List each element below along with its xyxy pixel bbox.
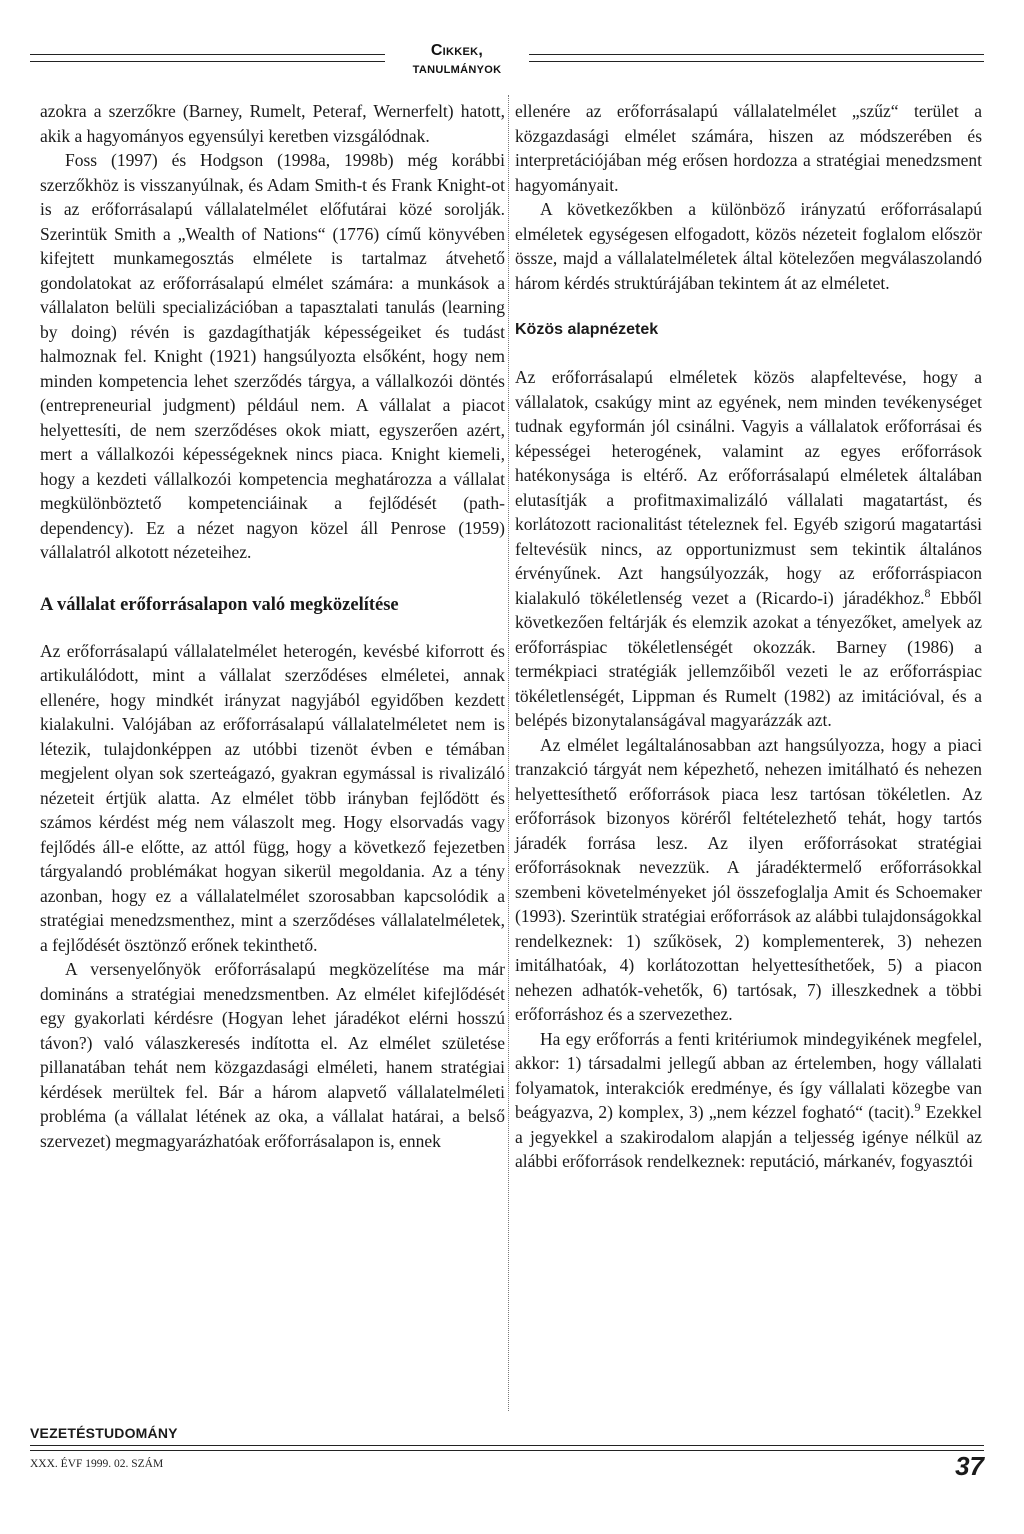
issue-info: XXX. ÉVF 1999. 02. SZÁM — [30, 1458, 164, 1470]
paragraph-text: Az erőforrásalapú elméletek közös alapfeltevése, hogy a vállalatok, csakúgy mint az egyének, nem minden tevékenységet tudnak egyformán jól csinálni. Vagyis a vállalatok erőforrásai és képességei heterogének, valamint az egyes erőforrások hatékonysága is eltérő. Az erőforrásalapú elméletek általában elutasítják a profitmaximalizáló vállalati magatartást, és korlátozott racionalitást tételeznek fel. Egyéb szigorú magatartási feltevésük nincs, az opportunizmust sem tekintik általános érvényűnek. Azt hangsúlyozzák, hogy az erőforráspiacon kialakuló tökéletlenség vezet a (Ricardo-i) járadékhoz. — [515, 367, 982, 608]
paragraph — [515, 1027, 982, 1174]
journal-name: VEZETÉSTUDOMÁNY — [30, 1425, 178, 1441]
paragraph-text: Ezekkel a jegyekkel a szakirodalom alapján a teljesség igénye nélkül az alábbi erőforrások rendelkeznek: reputáció, márkanév, fogyasztói — [515, 1102, 983, 1171]
page-footer — [30, 1425, 984, 1505]
paragraph: Foss (1997) és Hodgson (1998a, 1998b) még korábbi szerzőkhöz is visszanyúlnak, és Adam Smith-t és Frank Knight-ot is az erőforrásalapú vállalatelmélet előfutárai közé sorolják. Szerintük Smith a „Wealth of Nations“ (1776) című könyvében kifejtett munkamegosztás elmélete is tartalmaz átvehető gondolatokat az erőforrásalapú elmélet számára: a munkások a vállalaton belüli specializációban a tapasztalati tanulás (learning by doing) révén is gazdagíthatják képességeiket és tudást halmoznak fel. Knight (1921) hangsúlyozta elsőként, hogy nem minden kompetencia lehet szerződés tárgya, a vállalkozói döntés (entrepreneurial judgment) például nem. A vállalat a piacot helyettesíti, de nem szerződéses okok miatt, egyszerően azért, mert a vállalkozói képességeknek nincs piaca. Knight kiemeli, hogy a kezdeti vállalkozói kompetencia meghatározza a vállalat megkülönböztető kompetenciáinak a fejlődését (path-dependency). Ez a nézet nagyon közel áll Penrose (1959) vállalatról alkotott nézeteihez. — [40, 150, 505, 562]
left-column — [40, 99, 505, 1153]
subsection-heading: Közös alapnézetek — [515, 321, 659, 338]
footnote-ref-8: 8 — [924, 585, 931, 600]
section-heading: A vállalat erőforrásalapon való megközelítése — [40, 594, 399, 615]
header-rule-right — [529, 54, 984, 62]
paragraph: azokra a szerzőkre (Barney, Rumelt, Peteraf, Wernerfelt) hatott, akik a hagyományos egyensúlyi keretben vizsgálódnak. — [40, 101, 505, 146]
column-separator — [508, 95, 509, 1411]
paragraph — [515, 365, 982, 733]
right-column — [515, 99, 982, 1174]
paragraph-text: Ebből következően feltárják és elemzik azokat a tényezőket, amelyek az erőforráspiac tökéletlenségét okozzák. Barney (1986) a termékpiaci stratégiák jellemzőiből vezeti le az erőforráspiac tökéletlenségét, Lippman és Rumelt (1982) az imitációval, és a belépés bizonytalanságával magyarázzák azt. — [515, 587, 982, 730]
paragraph: A következőkben a különböző irányzatú erőforrásalapú elméletek egységesen elfogadott, közös nézeteit foglalom először össze, majd a vállalatelméletek által kötelezően megválaszolandó három kérdés struktúrájában tekintem át az elméletet. — [515, 199, 982, 293]
page-number: 37 — [955, 1451, 984, 1481]
footer-rule — [30, 1445, 984, 1451]
paragraph: Az erőforrásalapú vállalatelmélet heterogén, kevésbé kiforrott és artikulálódott, mint a vállalat szerződéses elméletei, annak ellenére, hogy mindkét irányzat nagyjából egyidőben kezdett kialakulni. Valójában az erőforrásalapú vállalatelméletet nem is létezik, tulajdonképpen az utóbbi tizenöt évben e témában megjelent olyan sok szerteágazó, gyakran egymással is rivalizáló nézeteit értjük alatta. Az elmélet több irányban fejlődött és számos kérdést még nem válaszolt meg. Hogy elsorvadás vagy fejlődés áll-e előtte, az attól függ, hogy a következő fejezetben tárgyalandó problémákat hogyan sikerül megoldania. Az a tény azonban, hogy ez a vállalatelmélet szorosabban kapcsolódik a stratégiai menedzsmenthez, mint a szerződéses vállalatelméletek, a fejlődését ösztönző erőnek tekinthető. — [40, 640, 505, 955]
paragraph-text: Ha egy erőforrás a fenti kritériumok mindegyikének megfelel, akkor: 1) társadalmi jellegű abban az értelemben, hogy vállalati folyamatok, interakciók eredménye, és így vállalati közegbe van beágyazva, 2) komplex, 3) „nem kézzel fogható“ (tacit). — [515, 1028, 982, 1122]
paragraph: Az elmélet legáltalánosabban azt hangsúlyozza, hogy a piaci tranzakció tárgyát nem képezhető, nehezen imitálható és nehezen helyettesíthető erőforrások piaca lesz tartósan tökéletlen. Az erőforrások bizonyos köréről feltételezhető tehát, hogy tartós járadék forrása lesz. Az ilyen erőforrásokat stratégiai erőforrásoknak nevezzük. A járadéktermelő erőforrásokkal szembeni követelményeket jól összefoglalja Amit és Schoemaker (1993). Szerintük stratégiai erőforrások az alábbi tulajdonságokkal rendelkeznek: 1) szűkösek, 2) komplementerek, 3) nehezen imitálhatóak, 4) korlátozottan helyettesíthetőek, 5) a piacon nehezen adhatók-vehetők, 6) tartósak, 7) illeszkednek a többi erőforráshoz és a szervezethez. — [515, 734, 982, 1024]
paragraph: A versenyelőnyök erőforrásalapú megközelítése ma már domináns a stratégiai menedzsmentben. Az elmélet kifejlődését egy gyakorlati kérdésre (Hogyan lehet járadékot elérni hosszú távon?) való válaszkeresés indította el. Az elmélet születése pillanatában tehát nem közgazdasági elméleti, hanem stratégiai kérdések merültek fel. Bár a három alapvető vállalatelméleti probléma (a vállalat létének az oka, a vállalat határai, a belső szervezet) megmagyarázhatóak erőforrásalapon is, ennek — [40, 959, 505, 1151]
section-title: Cikkek, tanulmányok — [412, 42, 502, 77]
paragraph: ellenére az erőforrásalapú vállalatelmélet „szűz“ terület a közgazdasági elmélet számára, hiszen az módszerében és interpretációjában még erősen hordozza a stratégiai menedzsment hagyományait. — [515, 101, 982, 195]
header-rule-left — [30, 54, 385, 62]
footnote-ref-9: 9 — [914, 1100, 921, 1115]
running-header — [30, 38, 984, 77]
